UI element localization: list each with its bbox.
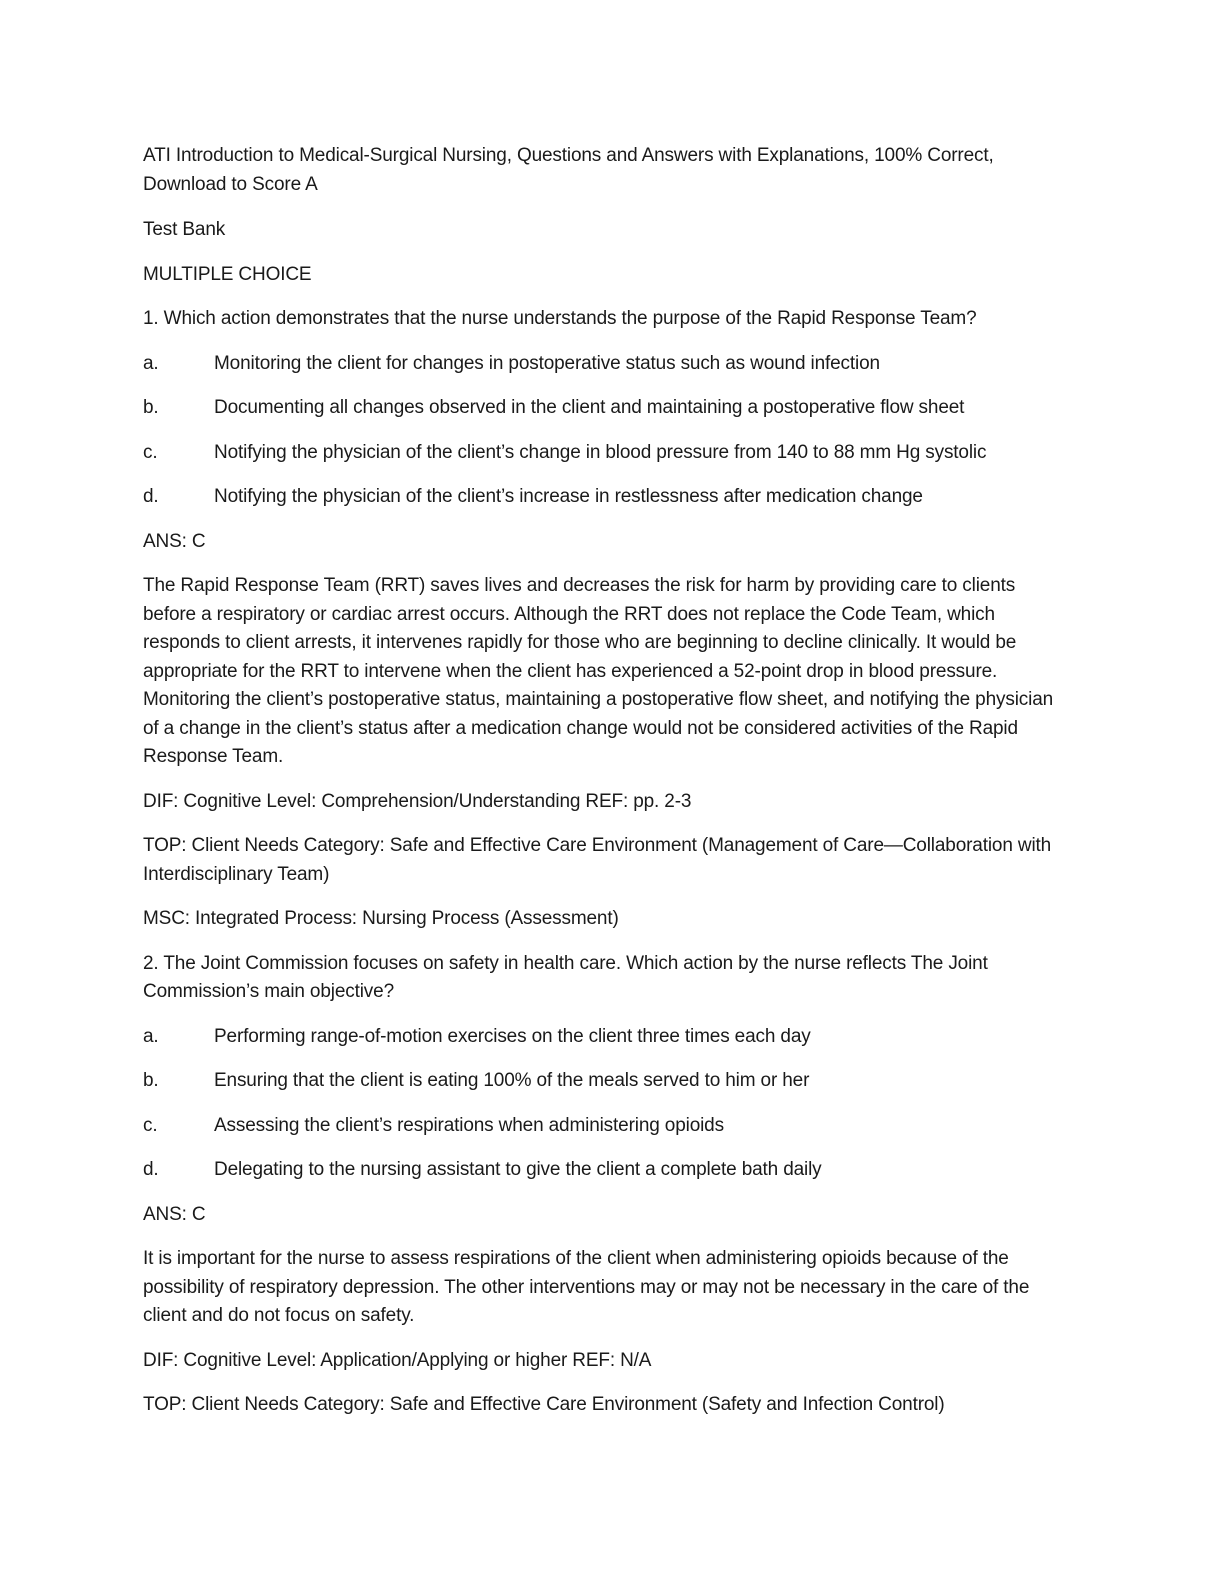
question-1-rationale: The Rapid Response Team (RRT) saves lives and decreases the risk for harm by providing care to clients before a respiratory or cardiac arrest occurs. Although the RRT does not replace the Code Team, which responds to client arrests, it intervenes rapidly for those who are beginning to decline clinically. It would be appropriate for the RRT to intervene when the client has experienced a 52-point drop in blood pressure. Monitoring the client’s postoperative status, maintaining a postoperative flow sheet, and notifying the physician of a change in the client’s status after a medication change would not be considered activities of the Rapid Response Team. (143, 575, 1054, 767)
option-letter: b. (143, 397, 159, 418)
option-text: Monitoring the client for changes in postoperative status such as wound infection (214, 352, 880, 374)
question-2-option-c (143, 1112, 1073, 1141)
option-text: Delegating to the nursing assistant to give the client a complete bath daily (214, 1159, 822, 1180)
document-page (143, 142, 1073, 1436)
question-1-dif: DIF: Cognitive Level: Comprehension/Understanding REF: pp. 2-3 (143, 790, 692, 812)
option-letter: b. (143, 1070, 159, 1091)
question-2-option-a (143, 1023, 1073, 1052)
question-2-answer: ANS: C (143, 1203, 206, 1225)
question-1-answer: ANS: C (143, 530, 206, 552)
question-2-option-d (143, 1156, 1073, 1185)
option-letter: d. (143, 1159, 159, 1180)
option-text: Documenting all changes observed in the client and maintaining a postoperative flow sheet (214, 397, 965, 418)
question-1-msc: MSC: Integrated Process: Nursing Process (Assessment) (143, 908, 619, 929)
document-subtitle: Test Bank (143, 219, 226, 240)
option-letter: d. (143, 486, 159, 507)
document-title: ATI Introduction to Medical-Surgical Nursing, Questions and Answers with Explanations, 100% Correct, Download to Score A (143, 145, 994, 195)
question-1-stem: 1. Which action demonstrates that the nurse understands the purpose of the Rapid Response Team? (143, 308, 977, 329)
question-2-stem: 2. The Joint Commission focuses on safety in health care. Which action by the nurse reflects The Joint Commission’s main objective? (143, 952, 988, 1002)
question-2-top: TOP: Client Needs Category: Safe and Effective Care Environment (Safety and Infection Control) (143, 1394, 945, 1415)
option-text: Notifying the physician of the client’s increase in restlessness after medication change (214, 486, 923, 507)
option-letter: a. (143, 1025, 159, 1047)
section-heading: MULTIPLE CHOICE (143, 263, 312, 285)
question-2-option-b (143, 1067, 1073, 1096)
option-text: Assessing the client’s respirations when administering opioids (214, 1114, 724, 1136)
option-text: Ensuring that the client is eating 100% of the meals served to him or her (214, 1070, 810, 1091)
question-1-option-c (143, 439, 1073, 468)
option-text: Notifying the physician of the client’s change in blood pressure from 140 to 88 mm Hg systolic (214, 441, 987, 463)
question-1-option-b (143, 394, 1073, 423)
question-1-option-d (143, 483, 1073, 512)
option-letter: c. (143, 441, 158, 463)
question-2-dif: DIF: Cognitive Level: Application/Applying or higher REF: N/A (143, 1349, 652, 1371)
question-1-top: TOP: Client Needs Category: Safe and Effective Care Environment (Management of Care—Collaboration with Interdisciplinary Team) (143, 835, 1052, 885)
option-letter: c. (143, 1114, 158, 1136)
option-letter: a. (143, 352, 159, 374)
question-1-option-a (143, 350, 1073, 379)
option-text: Performing range-of-motion exercises on the client three times each day (214, 1025, 811, 1047)
question-2-rationale: It is important for the nurse to assess respirations of the client when administering opioids because of the possibility of respiratory depression. The other interventions may or may not be necessary in the care of the client and do not focus on safety. (143, 1248, 1030, 1326)
